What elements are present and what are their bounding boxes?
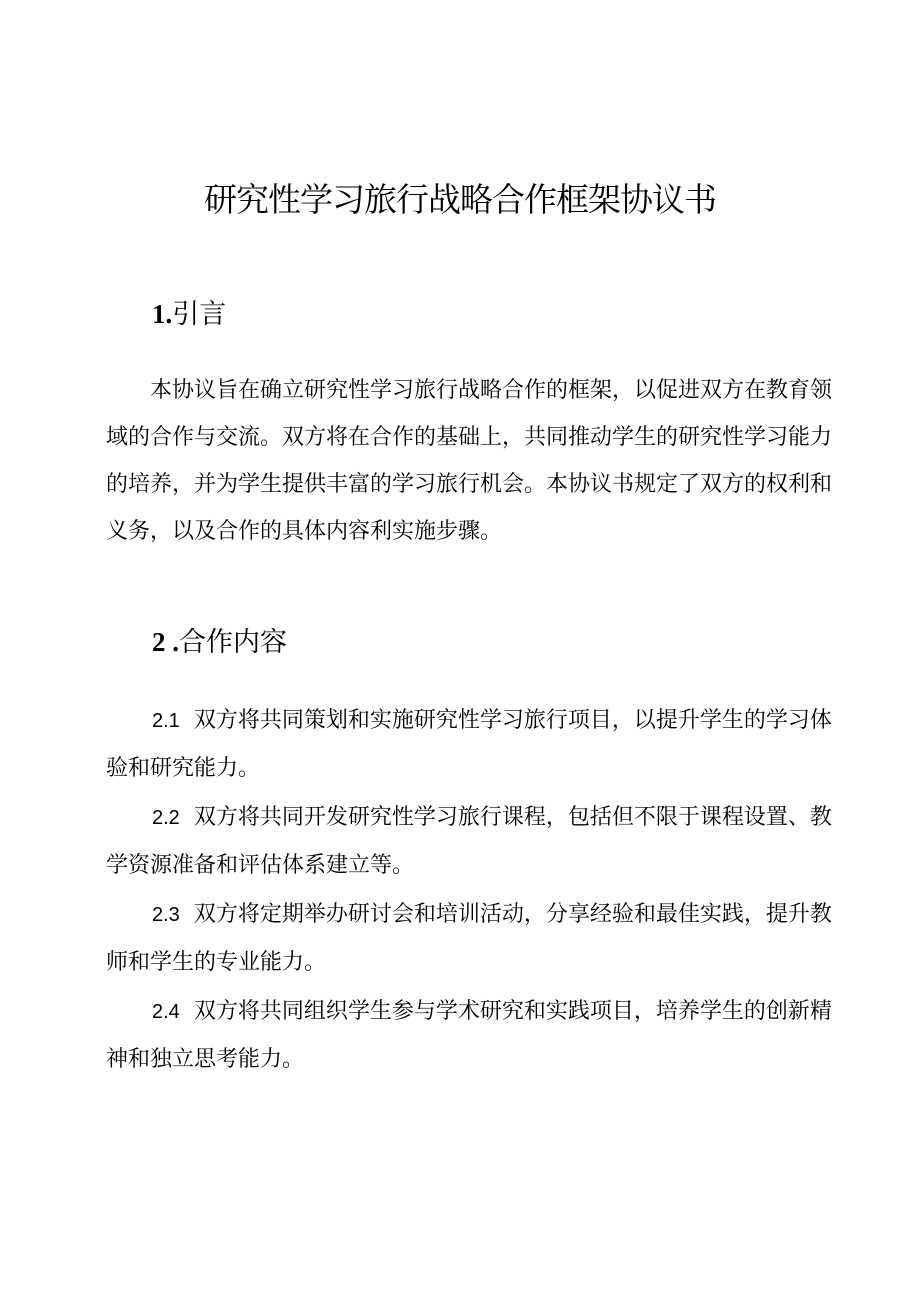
clause-text: 双方将共同组织学生参与学术研究和实践项目，培养学生的创新精神和独立思考能力。: [106, 999, 832, 1072]
section-number: 1.: [152, 299, 173, 329]
section-title: 引言: [172, 299, 227, 330]
clause-number: 2.2: [152, 807, 180, 829]
clause-2-3: [106, 891, 846, 986]
section-number: 2 .: [152, 627, 179, 657]
section-heading-cooperation: [152, 622, 287, 663]
section-title: 合作内容: [179, 627, 287, 658]
clause-number: 2.1: [152, 710, 180, 732]
document-title: 研究性学习旅行战略合作框架协议书: [204, 180, 716, 219]
clause-text: 双方将共同开发研究性学习旅行课程，包括但不限于课程设置、教学资源准备和评估体系建立等。: [106, 805, 832, 878]
clause-number: 2.3: [152, 904, 180, 926]
clause-text: 双方将定期举办研讨会和培训活动，分享经验和最佳实践，提升教师和学生的专业能力。: [106, 902, 832, 975]
introduction-paragraph: 本协议旨在确立研究性学习旅行战略合作的框架，以促进双方在教育领域的合作与交流。双方将在合作的基础上，共同推动学生的研究性学习能力的培养，并为学生提供丰富的学习旅行机会。本协议书规定了双方的权利和义务，以及合作的具体内容利实施步骤。: [106, 378, 833, 544]
clause-2-4: [106, 988, 846, 1083]
clause-2-2: [106, 794, 846, 889]
section-heading-introduction: [152, 294, 226, 335]
clause-number: 2.4: [152, 1001, 180, 1023]
clause-text: 双方将共同策划和实施研究性学习旅行项目，以提升学生的学习体验和研究能力。: [106, 708, 832, 781]
clause-2-1: [106, 697, 846, 792]
